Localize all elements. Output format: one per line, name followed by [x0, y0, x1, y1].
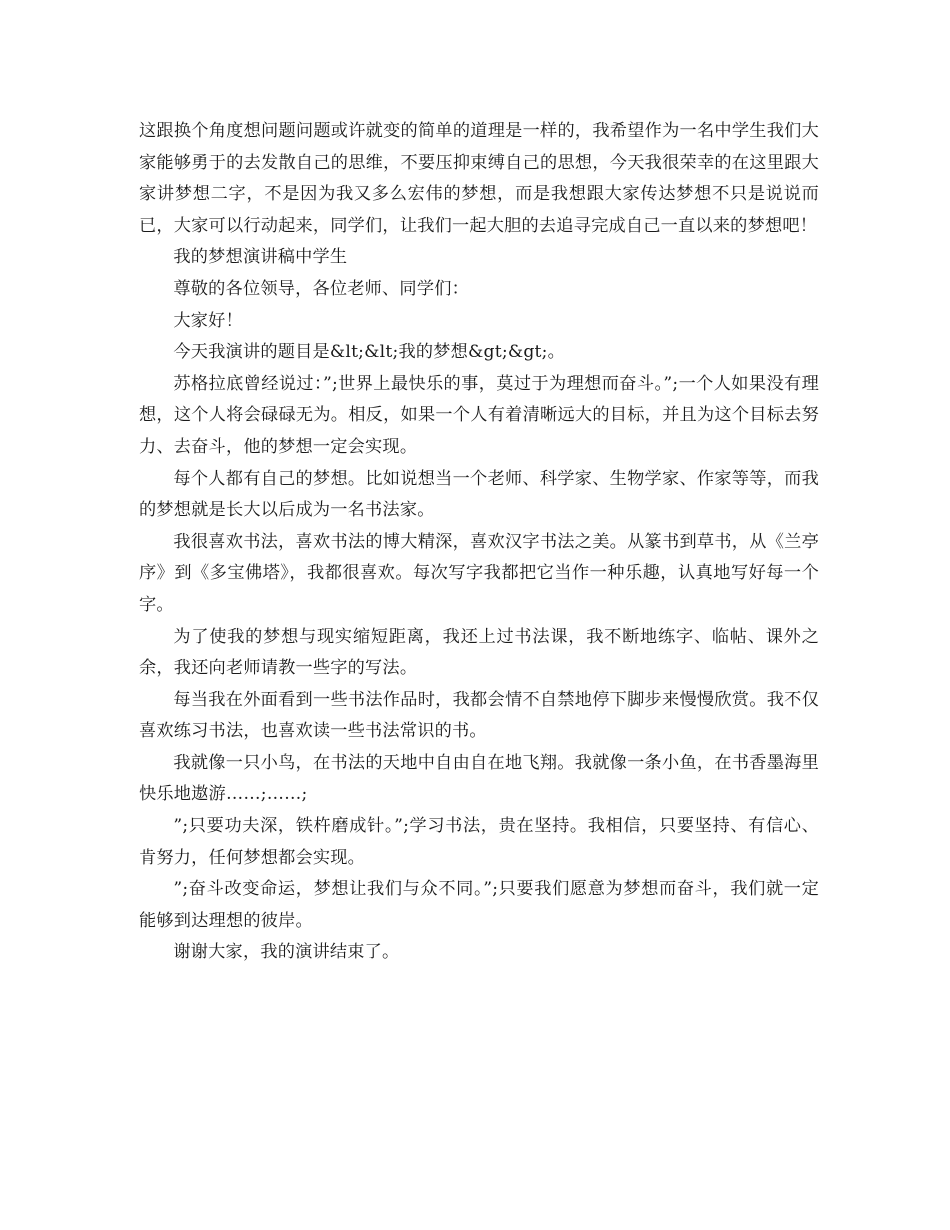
paragraph-destiny: ”;奋斗改变命运，梦想让我们与众不同。”;只要我们愿意为梦想而奋斗，我们就一定能够到达理想的彼岸。	[139, 879, 819, 931]
paragraph-persistence: ”;只要功夫深，铁杵磨成针。”;学习书法，贵在坚持。我相信，只要坚持、有信心、肯努力，任何梦想都会实现。	[139, 816, 819, 868]
speech-title: 我的梦想演讲稿中学生	[173, 247, 348, 268]
paragraph-socrates: 苏格拉底曾经说过：”;世界上最快乐的事，莫过于为理想而奋斗。”;一个人如果没有理想，这个人将会碌碌无为。相反，如果一个人有着清晰远大的目标，并且为这个目标去努力、去奋斗，他的梦想一定会实现。	[139, 373, 819, 457]
paragraph-calligraphy-love: 我很喜欢书法，喜欢书法的博大精深，喜欢汉字书法之美。从篆书到草书，从《兰亭序》到《多宝佛塔》，我都很喜欢。每次写字我都把它当作一种乐趣，认真地写好每一个字。	[139, 531, 819, 615]
closing-line: 谢谢大家，我的演讲结束了。	[173, 942, 400, 963]
document-body	[139, 116, 819, 969]
salutation: 尊敬的各位领导，各位老师、同学们：	[173, 278, 469, 299]
paragraph-intro: 这跟换个角度想问题问题或许就变的简单的道理是一样的，我希望作为一名中学生我们大家能够勇于的去发散自己的思维，不要压抑束缚自己的思想，今天我很荣幸的在这里跟大家讲梦想二字，不是因为我又多么宏伟的梦想，而是我想跟大家传达梦想不只是说说而已，大家可以行动起来，同学们，让我们一起大胆的去追寻完成自己一直以来的梦想吧！	[139, 121, 819, 236]
paragraph-practice: 为了使我的梦想与现实缩短距离，我还上过书法课，我不断地练字、临帖、课外之余，我还向老师请教一些字的写法。	[139, 626, 819, 679]
paragraph-appreciation: 每当我在外面看到一些书法作品时，我都会情不自禁地停下脚步来慢慢欣赏。我不仅喜欢练习书法，也喜欢读一些书法常识的书。	[139, 689, 819, 742]
paragraph-metaphor: 我就像一只小鸟，在书法的天地中自由自在地飞翔。我就像一条小鱼，在书香墨海里快乐地遨游……;……;	[139, 752, 819, 805]
greeting: 大家好！	[173, 310, 243, 331]
paragraph-topic: 今天我演讲的题目是&lt;&lt;我的梦想&gt;&gt;。	[173, 342, 566, 363]
paragraph-dreams: 每个人都有自己的梦想。比如说想当一个老师、科学家、生物学家、作家等等，而我的梦想就是长大以后成为一名书法家。	[139, 468, 819, 521]
